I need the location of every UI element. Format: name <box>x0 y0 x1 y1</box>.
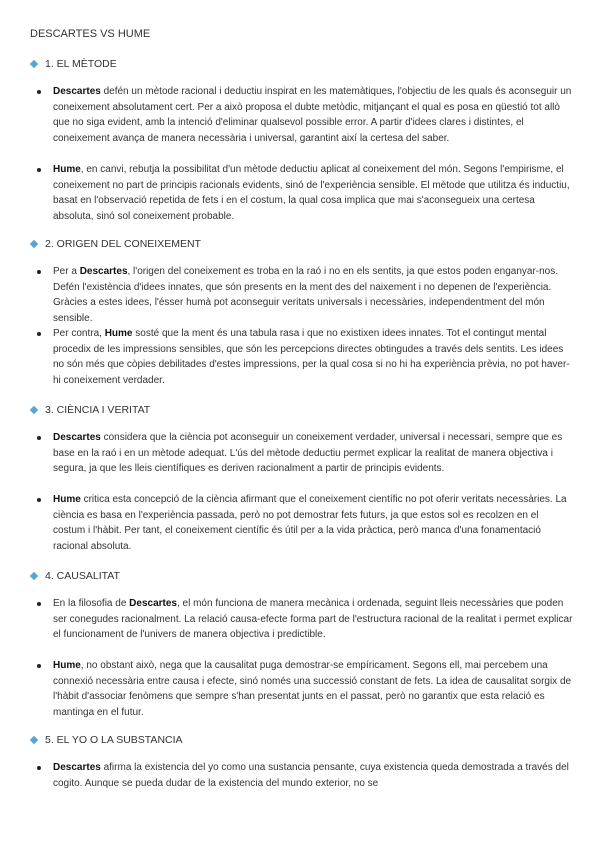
section-heading-metode <box>30 58 117 70</box>
paragraph-descartes-causalitat <box>53 596 573 643</box>
bullet-dot-icon <box>37 270 41 274</box>
bullet-dot-icon <box>37 766 41 770</box>
paragraph-descartes-origen <box>53 264 573 326</box>
author-name: Descartes <box>53 432 101 443</box>
section-heading-origen <box>30 238 201 250</box>
paragraph-text: considera que la ciència pot aconseguir un coneixement verdader, universal i necessari, sempre que es base en la raó i en un mètode adequat. L'ús del mètode deductiu permet explicar la realitat de manera objectiva i segura, ja que les lleis científiques es deriven racionalment a partir de principis evidents. <box>53 432 563 475</box>
section-heading-ciencia <box>30 404 150 416</box>
author-name: Descartes <box>53 762 101 773</box>
author-name: Descartes <box>129 598 177 609</box>
bullet-dot-icon <box>37 332 41 336</box>
bullet-dot-icon <box>37 436 41 440</box>
section-heading-label: 1. EL MÈTODE <box>45 58 117 70</box>
paragraph-prefix: En la filosofia de <box>53 598 130 609</box>
diamond-bullet-icon <box>30 572 38 580</box>
author-name: Hume <box>53 494 81 505</box>
diamond-bullet-icon <box>30 240 38 248</box>
paragraph-text: , l'origen del coneixement es troba en la raó i no en els sentits, ja que estos poden enganyar-nos. Defén l'existència d'idees innates, que són presents en la ment des del naixement i no depenen de l'experiència. Gràcies a estes idees, l'ésser humà pot aconseguir veritats universals i necessàries, independentment del món sensible. <box>53 266 559 324</box>
section-heading-label: 5. EL YO O LA SUBSTANCIA <box>45 734 183 746</box>
paragraph-text: , no obstant això, nega que la causalitat puga demostrar-se empíricament. Segons ell, mai percebem una connexió necessària entre causa i efecte, sinó només una successió constant de fets. La idea de causalitat sorgix de l'hàbit d'associar fenòmens que sempre s'han presentat junts en el passat, però no garantix que esta relació es mantinga en el futur. <box>53 660 572 718</box>
author-name: Descartes <box>79 266 128 277</box>
bullet-dot-icon <box>37 602 41 606</box>
paragraph-hume-causalitat <box>53 658 573 720</box>
diamond-bullet-icon <box>30 736 38 744</box>
author-name: Hume <box>53 164 81 175</box>
section-heading-label: 3. CIÈNCIA I VERITAT <box>45 404 151 416</box>
author-name: Hume <box>53 660 81 671</box>
document-title: DESCARTES VS HUME <box>30 28 151 40</box>
paragraph-hume-ciencia <box>53 492 573 554</box>
paragraph-prefix: Per a <box>53 266 80 277</box>
paragraph-text: afirma la existencia del yo como una sustancia pensante, cuya existencia queda demostrada a través del cogito. Aunque se pueda dudar de la existencia del mundo exterior, no se <box>53 762 569 789</box>
section-heading-causalitat <box>30 570 120 582</box>
section-heading-label: 4. CAUSALITAT <box>45 570 120 582</box>
bullet-dot-icon <box>37 664 41 668</box>
section-heading-label: 2. ORIGEN DEL CONEIXEMENT <box>45 238 201 250</box>
author-name: Hume <box>104 328 133 339</box>
paragraph-text: defén un mètode racional i deductiu inspirat en les matemàtiques, l'objectiu de les quals és aconseguir un coneixement absolutament cert. Per a això proposa el dubte metòdic, mitjançant el qual es posa en qüestió tot allò que no siga evident, amb la intenció d'eliminar qualsevol possible error. A partir d'idees clares i distintes, el coneixement avança de manera necessària i universal, garantint així la certesa del saber. <box>53 86 572 144</box>
author-name: Descartes <box>53 86 101 97</box>
paragraph-text: , en canvi, rebutja la possibilitat d'un mètode deductiu aplicat al coneixement del món. Segons l'empirisme, el coneixement no part de principis racionals evidents, sinó de l'experiència sensible. El mètode que utilitza és inductiu, basat en l'observació repetida de fets i en el costum, la qual cosa implica que mai s'aconsegueix una certesa absoluta, sinó sol coneixement probable. <box>53 164 570 222</box>
diamond-bullet-icon <box>30 60 38 68</box>
paragraph-descartes-substancia <box>53 760 573 791</box>
paragraph-hume-metode <box>53 162 573 224</box>
section-heading-substancia <box>30 734 183 746</box>
bullet-dot-icon <box>37 90 41 94</box>
paragraph-text: , el món funciona de manera mecànica i ordenada, seguint lleis necessàries que poden ser conegudes racionalment. La relació causa-efecte forma part de l'estructura racional de la realitat i permet explicar el funcionament de l'univers de manera objectiva i predictible. <box>53 598 573 641</box>
paragraph-prefix: Per contra, <box>53 328 105 339</box>
diamond-bullet-icon <box>30 406 38 414</box>
paragraph-descartes-metode <box>53 84 573 146</box>
bullet-dot-icon <box>37 168 41 172</box>
paragraph-text: sosté que la ment és una tabula rasa i que no existixen idees innates. Tot el contingut mental procedix de les impressions sensibles, que són les percepcions directes obtingudes a través dels sentits. Les idees no són més que còpies debilitades d'estes impressions, per la qual cosa si no hi ha experiència prèvia, no pot haver-hi coneixement verdader. <box>53 328 570 386</box>
paragraph-hume-origen <box>53 326 573 388</box>
paragraph-descartes-ciencia <box>53 430 573 477</box>
bullet-dot-icon <box>37 498 41 502</box>
paragraph-text: critica esta concepció de la ciència afirmant que el coneixement científic no pot oferir veritats necessàries. La ciència es basa en l'experiència passada, però no pot demostrar fets futurs, ja que estos sol es recolzen en el costum i l'hàbit. Per tant, el coneixement científic és útil per a la vida pràctica, però manca d'una fonamentació racional absoluta. <box>53 494 567 552</box>
